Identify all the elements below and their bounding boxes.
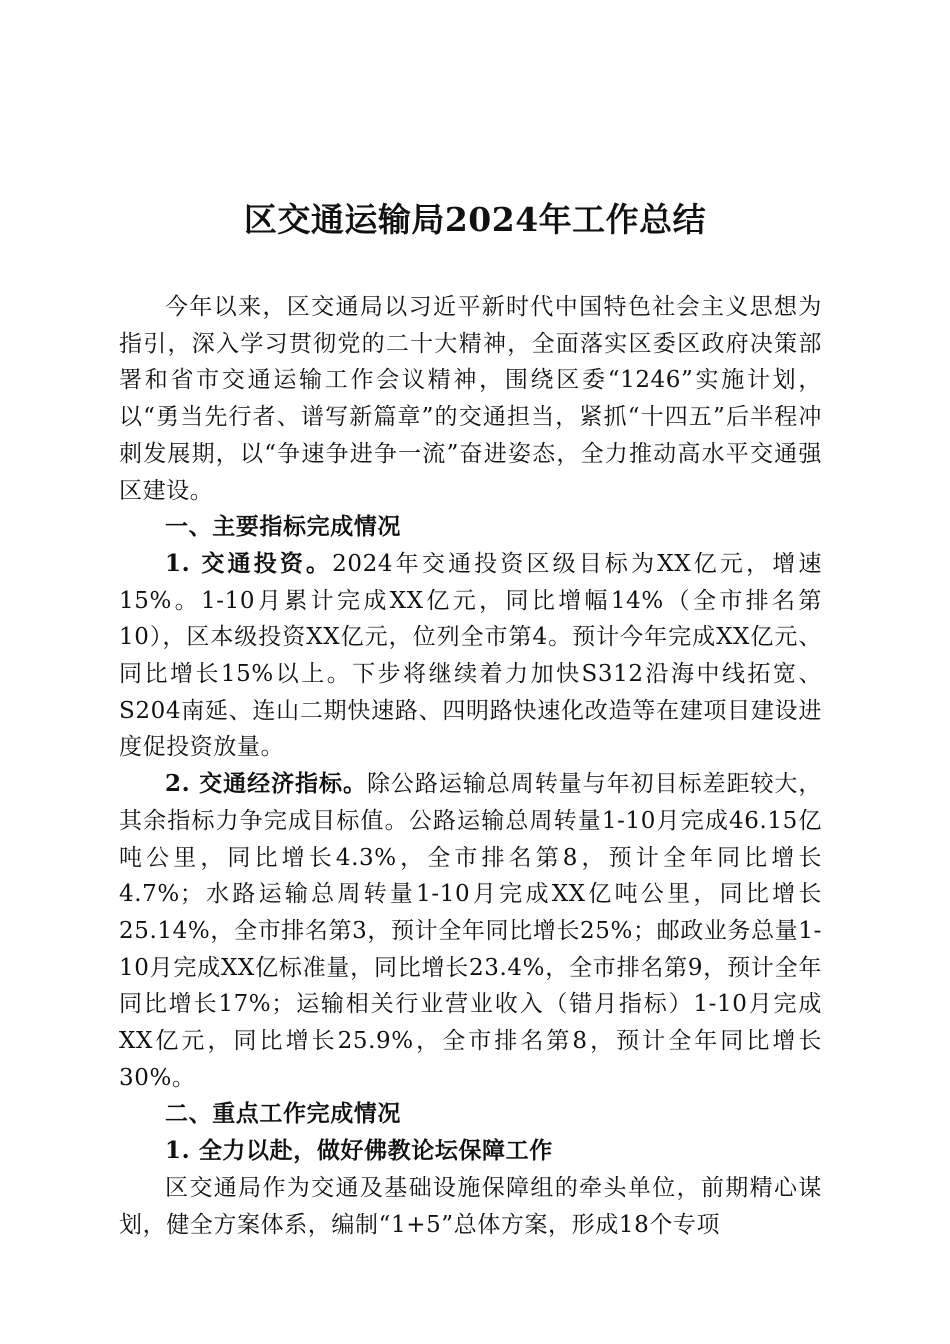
item-1-text: 2024年交通投资区级目标为XX亿元，增速15%。1-10月累计完成XX亿元，同比增幅14%（全市排名第10），区本级投资XX亿元，位列全市第4。预计今年完成XX亿元、同比增长15%以上。下步将继续着力加快S312沿海中线拓宽、S204南延、连山二期快速路、四明路快速化改造等在建项目建设进度促投资放量。 <box>119 550 822 761</box>
item-1-lead: 1. 交通投资。 <box>165 549 333 577</box>
section-2-heading: 二、重点工作完成情况 <box>165 1100 401 1128</box>
document-title: 区交通运输局2024年工作总结 <box>243 200 707 239</box>
item-2-lead: 2. 交通经济指标。 <box>165 770 367 798</box>
item-2-text: 除公路运输总周转量与年初目标差距较大，其余指标力争完成目标值。公路运输总周转量1-10月完成46.15亿吨公里，同比增长4.3%，全市排名第8，预计全年同比增长4.7%；水路运输总周转量1-10月完成XX亿吨公里，同比增长25.14%，全市排名第3，预计全年同比增长25%；邮政业务总量1-10月完成XX亿标准量，同比增长23.4%，全市排名第9，预计全年同比增长17%；运输相关行业营业收入（错月指标）1-10月完成XX亿元，同比增长25.9%，全市排名第8，预计全年同比增长30%。 <box>119 771 822 1091</box>
section-1-heading: 一、主要指标完成情况 <box>165 513 401 541</box>
section-1-item-2 <box>119 766 822 1096</box>
document-body <box>119 289 822 1243</box>
section-2-item-1-text: 区交通局作为交通及基础设施保障组的牵头单位，前期精心谋划，健全方案体系，编制“1+5”总体方案，形成18个专项 <box>119 1174 822 1238</box>
section-2-item-1-heading: 1. 全力以赴，做好佛教论坛保障工作 <box>165 1137 553 1165</box>
section-1-item-1 <box>119 546 822 766</box>
intro-paragraph: 今年以来，区交通局以习近平新时代中国特色社会主义思想为指引，深入学习贯彻党的二十大精神，全面落实区委区政府决策部署和省市交通运输工作会议精神，围绕区委“1246”实施计划，以“勇当先行者、谱写新篇章”的交通担当，紧抓“十四五”后半程冲刺发展期，以“争速争进争一流”奋进姿态，全力推动高水平交通强区建设。 <box>119 294 822 504</box>
